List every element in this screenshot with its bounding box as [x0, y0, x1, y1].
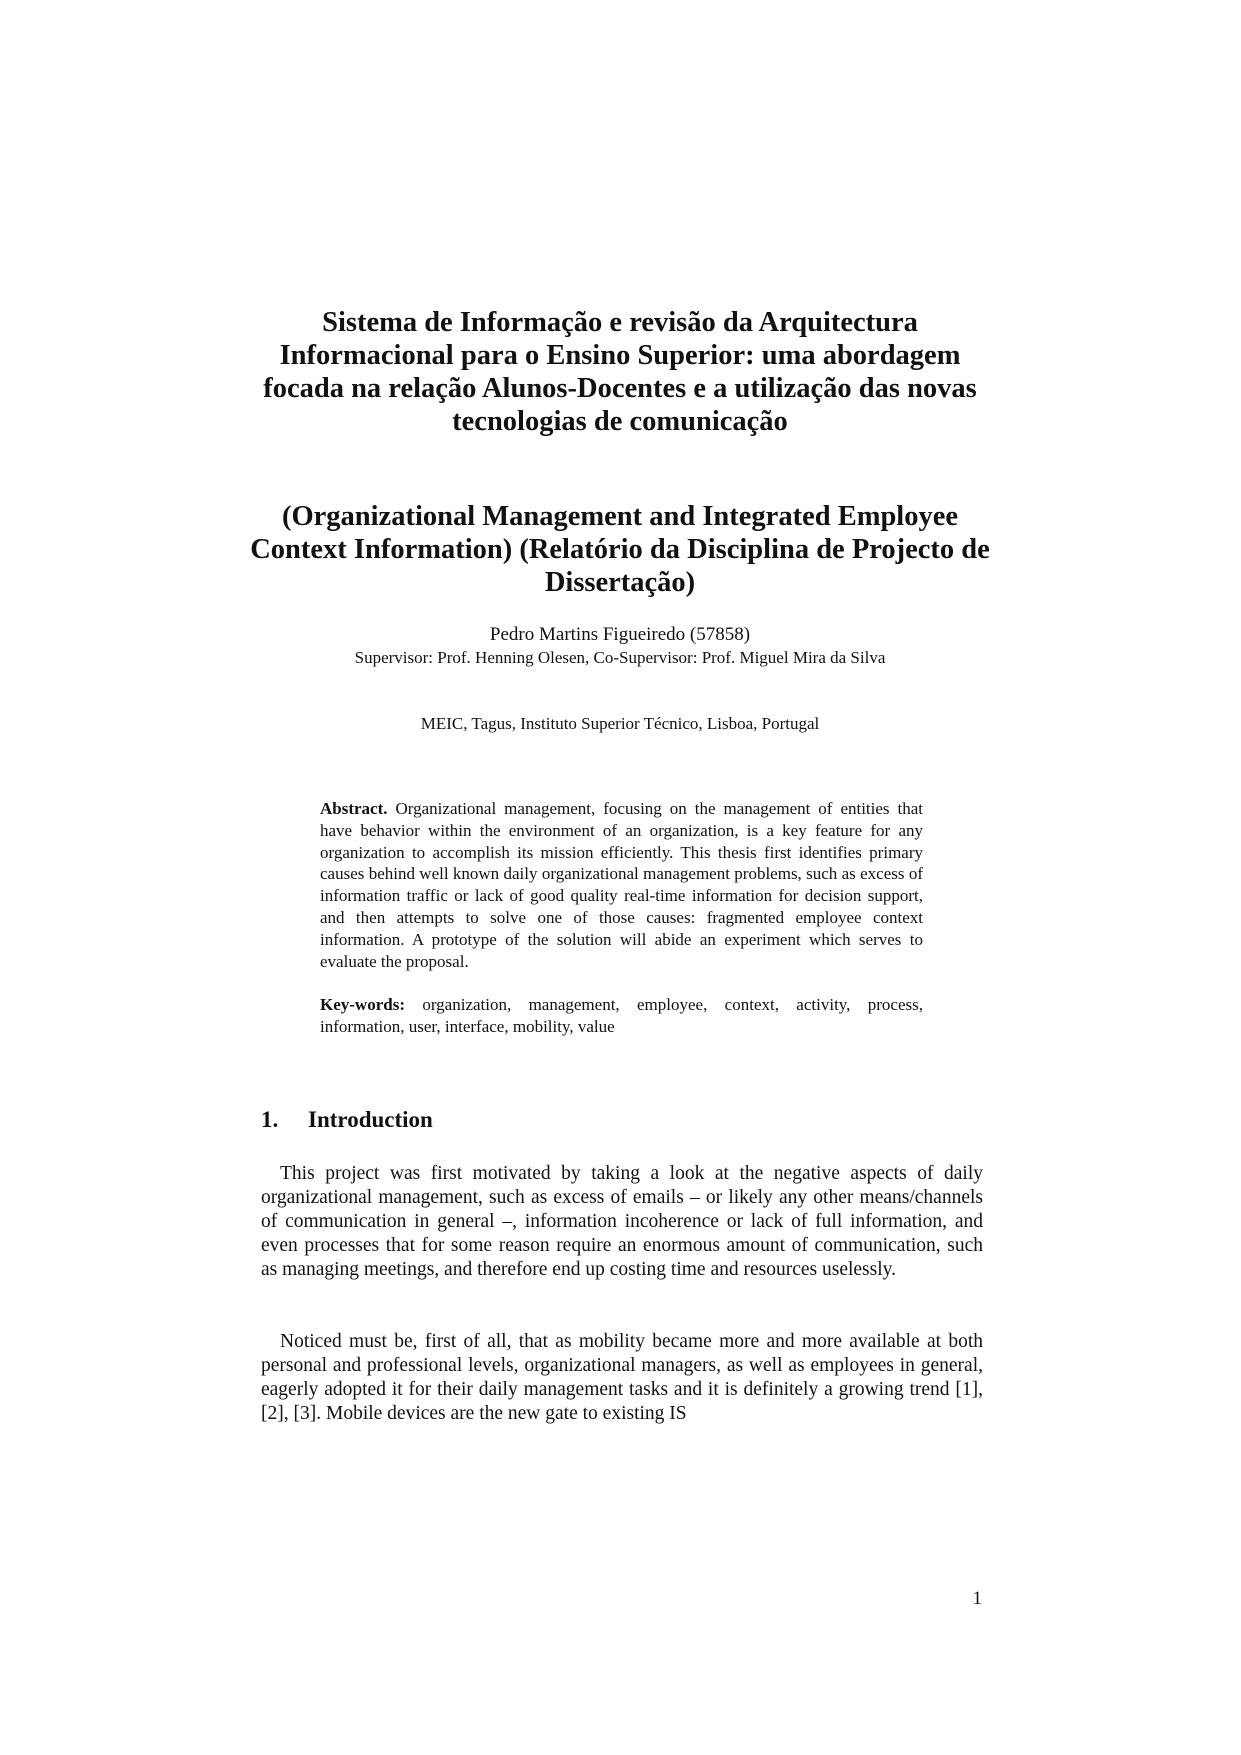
body-paragraph: This project was first motivated by taking a look at the negative aspects of daily organizational management, such as excess of emails – or likely any other means/channels of communication in general –, information incoherence or lack of full information, and even processes that for some reason require an enormous amount of communication, such as managing meetings, and therefore end up costing time and resources uselessly.	[261, 1163, 983, 1280]
paper-title: Sistema de Informação e revisão da Arquitectura Informacional para o Ensino Superior: uma abordagem focada na relação Alunos-Docentes e a utilização das novas tecnologias de comunicação	[263, 307, 977, 437]
keywords-text: organization, management, employee, context, activity, process, information, user, interface, mobility, value	[320, 995, 924, 1036]
keywords-label: Key-words:	[320, 995, 405, 1014]
abstract	[320, 798, 923, 972]
section-title: Introduction	[308, 1107, 433, 1132]
section-number: 1.	[261, 1107, 279, 1132]
abstract-label: Abstract.	[320, 799, 388, 818]
keywords	[320, 994, 923, 1038]
author-name: Pedro Martins Figueiredo (57858)	[489, 624, 751, 645]
affiliation: MEIC, Tagus, Instituto Superior Técnico, Lisboa, Portugal	[420, 714, 820, 733]
page-number: 1	[972, 1588, 982, 1609]
body-paragraph: Noticed must be, first of all, that as mobility became more and more available at both personal and professional levels, organizational managers, as well as employees in general, eagerly adopted it for their daily management tasks and it is definitely a growing trend [1], [2], [3]. Mobile devices are the new gate to existing IS	[261, 1331, 983, 1424]
section-heading	[261, 1106, 433, 1134]
paper-subtitle: (Organizational Management and Integrated Employee Context Information) (Relatório da Disciplina de Projecto de Dissertação)	[250, 501, 990, 598]
supervisor-line: Supervisor: Prof. Henning Olesen, Co-Supervisor: Prof. Miguel Mira da Silva	[354, 648, 886, 667]
abstract-text: Organizational management, focusing on the management of entities that have behavior within the environment of an organization, is a key feature for any organization to accomplish its mission efficiently. This thesis first identifies primary causes behind well known daily organizational management problems, such as excess of information traffic or lack of good quality real-time information for decision support, and then attempts to solve one of those causes: fragmented employee context information. A prototype of the solution will abide an experiment which serves to evaluate the proposal.	[320, 799, 924, 971]
